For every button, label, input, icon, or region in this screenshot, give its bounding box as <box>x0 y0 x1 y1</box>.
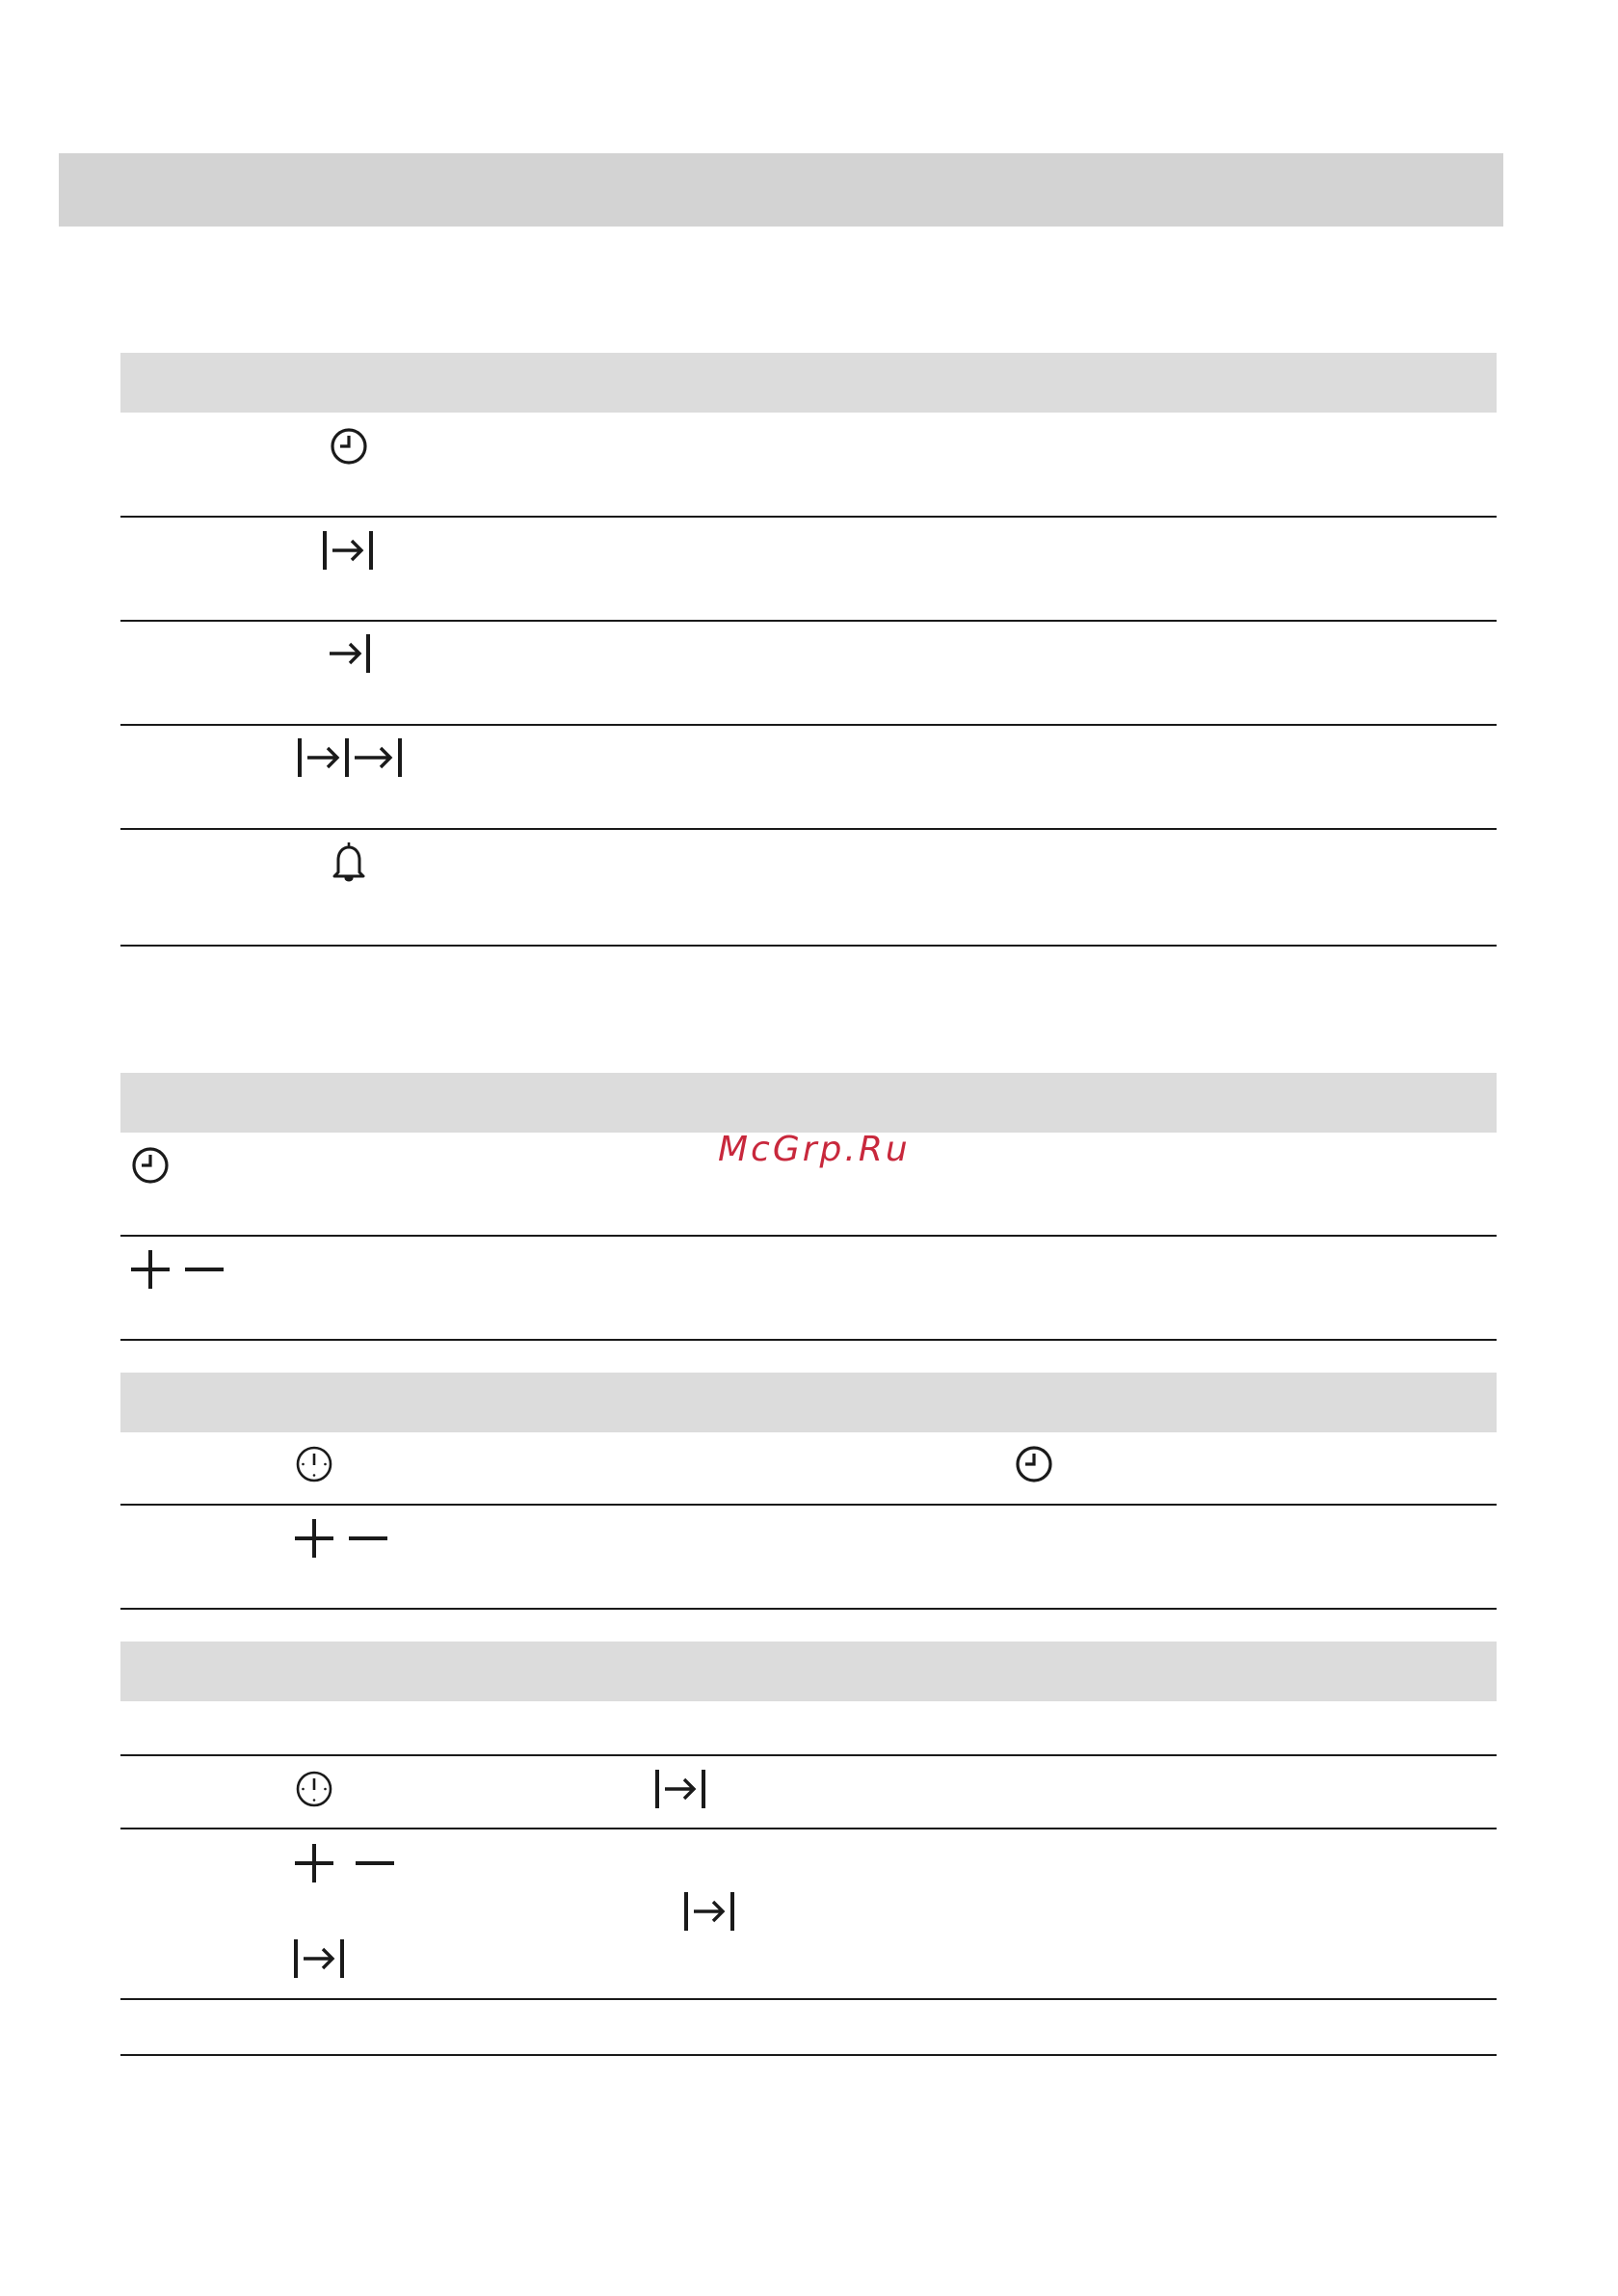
row-divider <box>120 2054 1497 2056</box>
table-3-header <box>120 1373 1497 1432</box>
row-divider <box>120 1235 1497 1237</box>
row-divider <box>120 1754 1497 1756</box>
duration-icon <box>293 1939 345 1978</box>
clock-icon <box>131 1146 170 1185</box>
table-1-header <box>120 353 1497 413</box>
row-divider <box>120 516 1497 518</box>
clock-icon <box>330 427 368 466</box>
duration-icon <box>322 531 374 570</box>
row-divider <box>120 620 1497 622</box>
row-divider <box>120 1339 1497 1341</box>
clock-dial-icon <box>295 1445 333 1483</box>
section-header-band <box>59 153 1503 227</box>
minus-icon <box>347 1517 389 1560</box>
duration-icon <box>683 1892 735 1931</box>
minus-icon <box>354 1842 396 1884</box>
table-2-header <box>120 1073 1497 1133</box>
minus-icon <box>183 1248 225 1291</box>
clock-icon <box>1015 1445 1053 1483</box>
row-divider <box>120 724 1497 726</box>
plus-icon <box>129 1248 172 1291</box>
row-divider <box>120 1504 1497 1506</box>
duration-icon <box>654 1770 706 1808</box>
row-divider <box>120 1998 1497 2000</box>
plus-icon <box>293 1842 335 1884</box>
row-divider <box>120 828 1497 830</box>
row-divider <box>120 1608 1497 1610</box>
end-time-icon <box>328 634 372 673</box>
row-divider <box>120 945 1497 947</box>
bell-icon <box>330 841 368 883</box>
plus-icon <box>293 1517 335 1560</box>
clock-dial-icon <box>295 1770 333 1808</box>
row-divider <box>120 1828 1497 1829</box>
watermark-text: McGrp.Ru <box>718 1130 911 1169</box>
table-4-header <box>120 1642 1497 1701</box>
time-delay-icon <box>297 738 403 777</box>
